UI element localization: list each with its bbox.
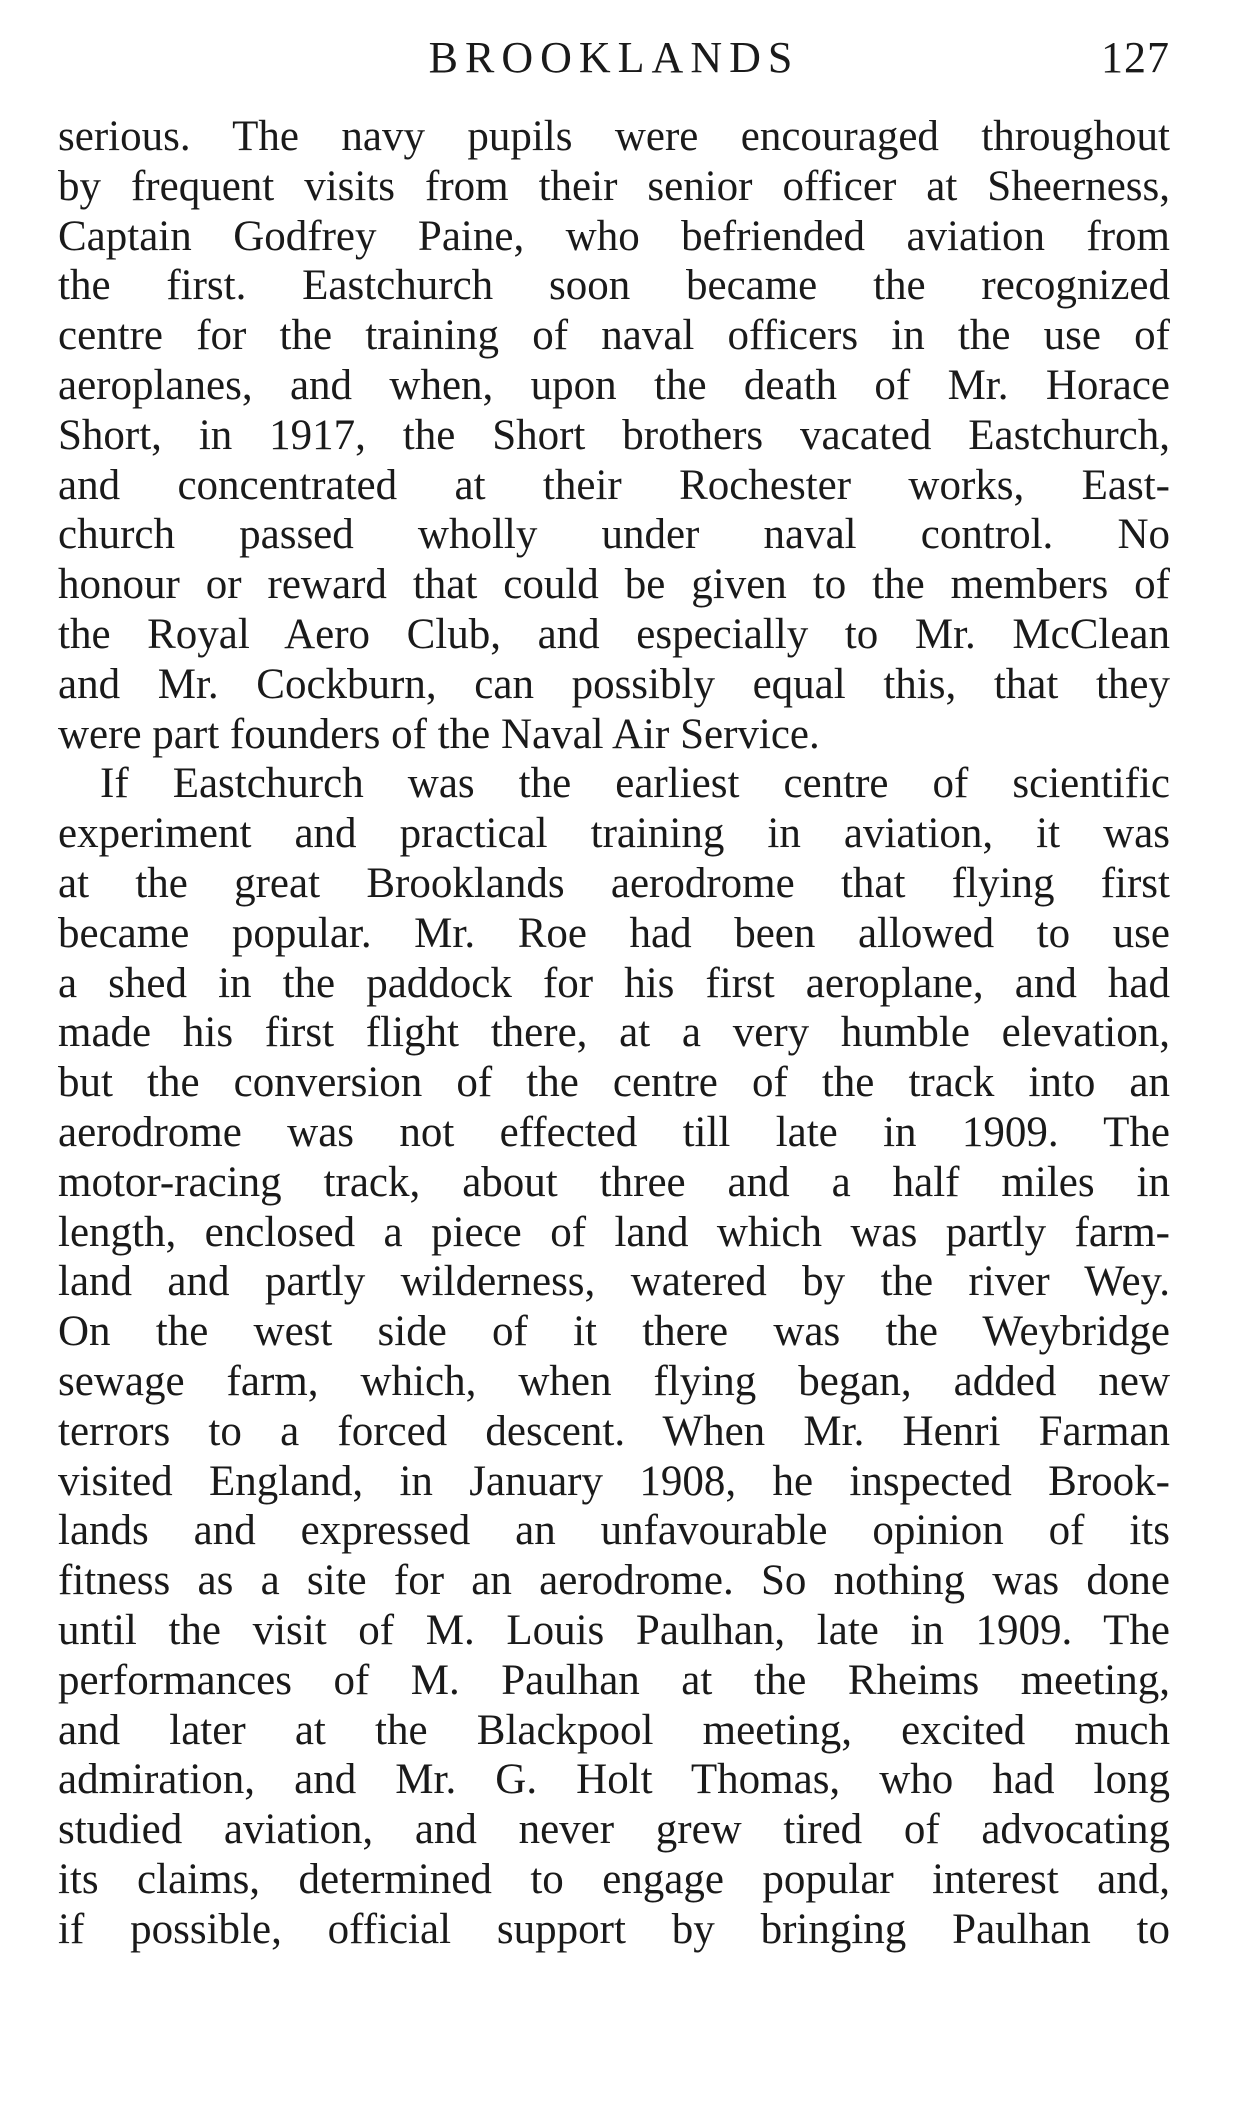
text-line: length, enclosed a piece of land which was partly farm- xyxy=(58,1208,1170,1256)
text-line: If Eastchurch was the earliest centre of scientific xyxy=(100,760,1170,808)
text-line: a shed in the paddock for his first aeroplane, and had xyxy=(58,959,1170,1007)
text-line: performances of M. Paulhan at the Rheims meeting, xyxy=(58,1656,1170,1704)
running-head xyxy=(58,28,1170,88)
text-line: aeroplanes, and when, upon the death of Mr. Horace xyxy=(58,361,1170,409)
text-line: by frequent visits from their senior officer at Sheerness, xyxy=(58,162,1170,210)
text-line: and concentrated at their Rochester works, East- xyxy=(58,461,1170,509)
text-line: until the visit of M. Louis Paulhan, late in 1909. The xyxy=(58,1606,1170,1654)
text-line: serious. The navy pupils were encouraged throughout xyxy=(58,113,1170,160)
text-line: fitness as a site for an aerodrome. So nothing was done xyxy=(58,1557,1170,1605)
text-line: admiration, and Mr. G. Holt Thomas, who had long xyxy=(58,1756,1170,1804)
text-line: at the great Brooklands aerodrome that flying first xyxy=(58,859,1170,907)
text-line: sewage farm, which, when flying began, added new xyxy=(58,1357,1170,1405)
text-line: lands and expressed an unfavourable opinion of its xyxy=(58,1507,1170,1555)
text-line: and later at the Blackpool meeting, excited much xyxy=(58,1706,1170,1754)
running-title: BROOKLANDS xyxy=(428,33,800,82)
text-line: centre for the training of naval officers in the use of xyxy=(58,312,1170,360)
text-line: church passed wholly under naval control. No xyxy=(58,511,1170,559)
text-line: Short, in 1917, the Short brothers vacated Eastchurch, xyxy=(58,411,1170,459)
text-line: experiment and practical training in aviation, it was xyxy=(58,810,1170,858)
text-line: were part founders of the Naval Air Service. xyxy=(58,710,820,758)
text-line: studied aviation, and never grew tired of advocating xyxy=(58,1806,1170,1854)
text-line: made his first flight there, at a very humble elevation, xyxy=(58,1009,1170,1057)
text-line: land and partly wilderness, watered by the river Wey. xyxy=(58,1258,1170,1306)
text-line: but the conversion of the centre of the track into an xyxy=(58,1059,1170,1107)
text-line: its claims, determined to engage popular interest and, xyxy=(58,1855,1170,1903)
text-line: Captain Godfrey Paine, who befriended aviation from xyxy=(58,212,1170,260)
body-text xyxy=(58,112,1170,1954)
text-line: visited England, in January 1908, he inspected Brook- xyxy=(58,1457,1170,1505)
page-number: 127 xyxy=(1101,33,1170,82)
text-line: the first. Eastchurch soon became the recognized xyxy=(58,262,1170,310)
text-line: On the west side of it there was the Weybridge xyxy=(58,1308,1170,1356)
text-line: honour or reward that could be given to the members of xyxy=(58,561,1170,609)
text-line: and Mr. Cockburn, can possibly equal this, that they xyxy=(58,660,1170,708)
text-line: the Royal Aero Club, and especially to Mr. McClean xyxy=(58,610,1170,658)
text-line: motor-racing track, about three and a half miles in xyxy=(58,1158,1170,1206)
paragraph xyxy=(58,112,1170,759)
text-line: terrors to a forced descent. When Mr. Henri Farman xyxy=(58,1407,1170,1455)
paragraph xyxy=(58,759,1170,1954)
text-line: became popular. Mr. Roe had been allowed to use xyxy=(58,909,1170,957)
text-line: if possible, official support by bringing Paulhan to xyxy=(58,1905,1170,1953)
text-line: aerodrome was not effected till late in 1909. The xyxy=(58,1108,1170,1156)
